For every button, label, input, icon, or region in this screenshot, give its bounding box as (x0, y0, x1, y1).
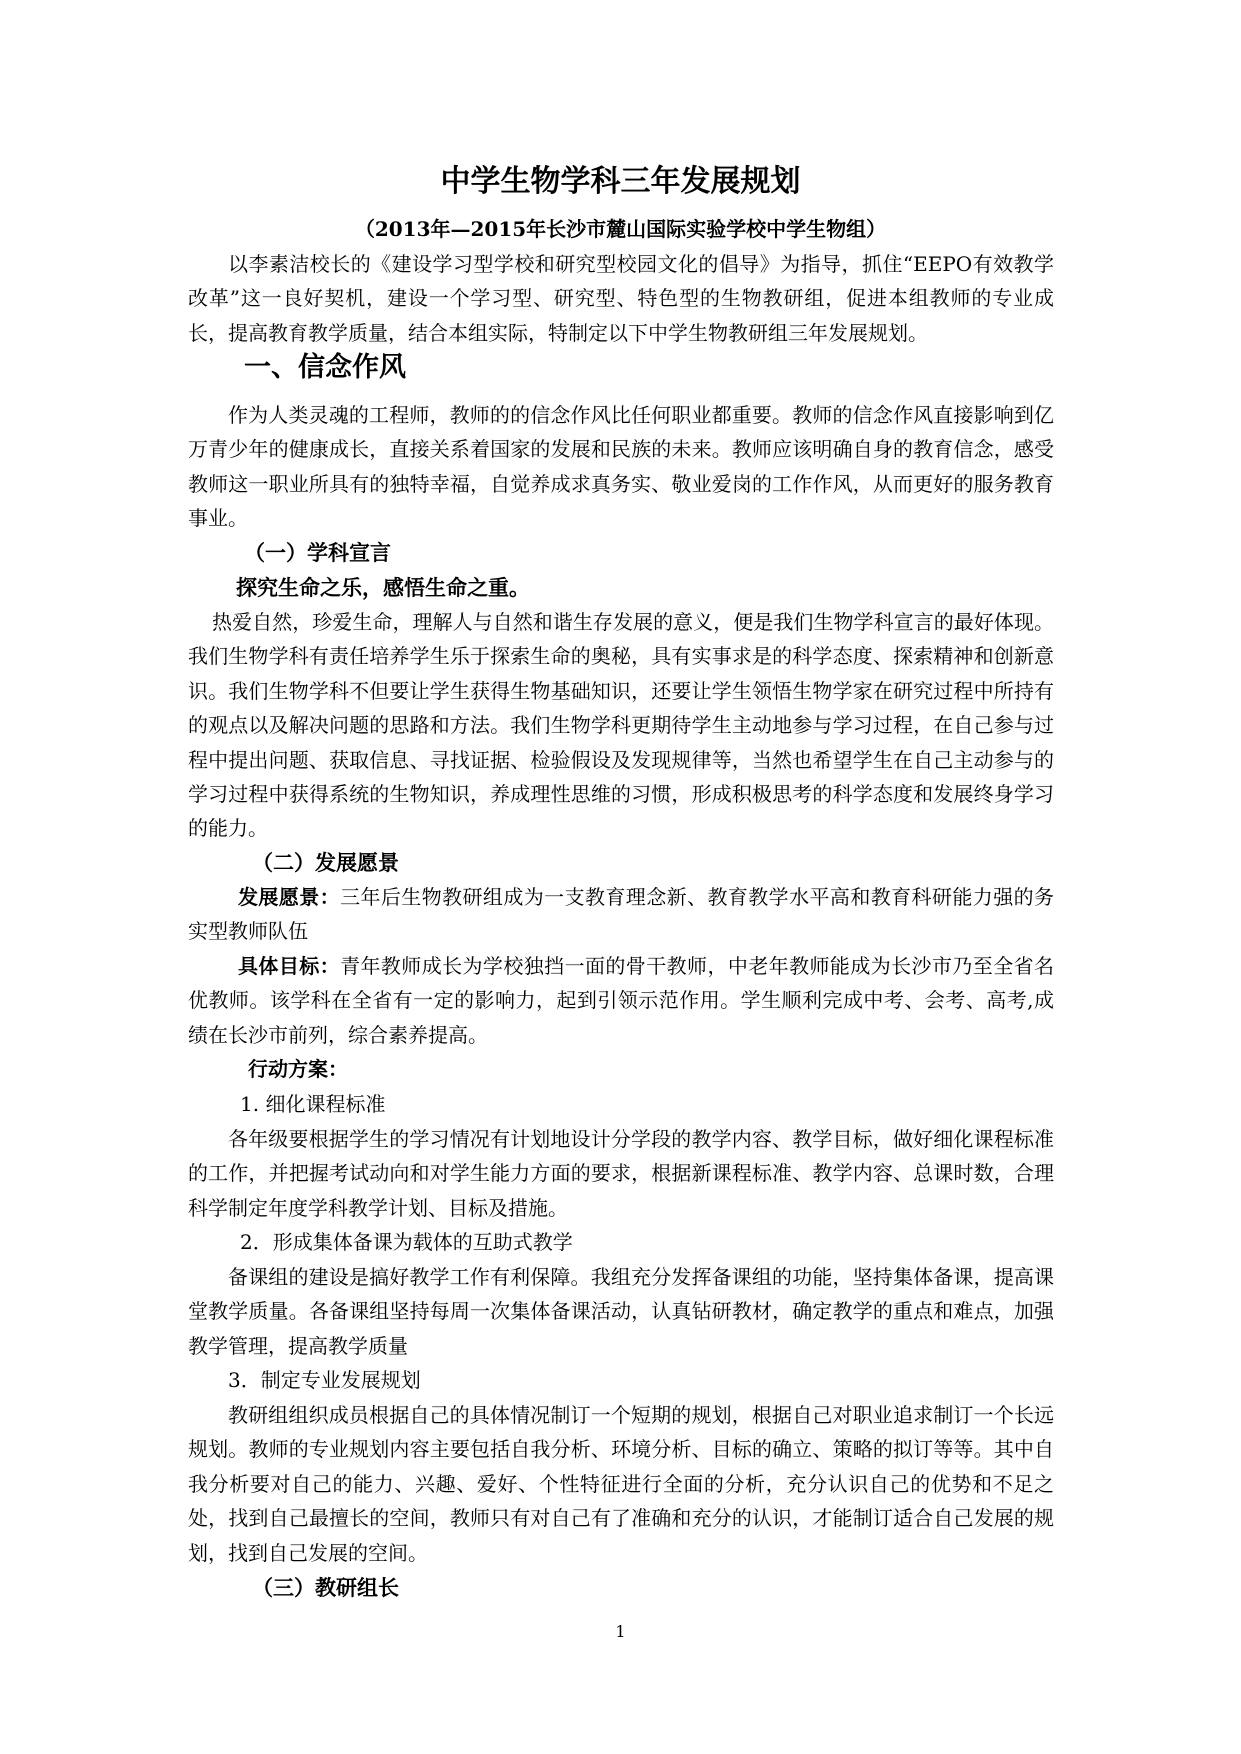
item2-title: 2．形成集体备课为载体的互助式教学 (240, 1230, 573, 1254)
item1-paragraph: 各年级要根据学生的学习情况有计划地设计分学段的教学内容、教学目标，做好细化课程标准的工作，并把握考试动向和对学生能力方面的要求，根据新课程标准、教学内容、总课时数，合理科学制定年度学科教学计划、目标及措施。 (188, 1127, 1054, 1220)
goal-paragraph (188, 949, 1054, 1052)
belief-paragraph: 作为人类灵魂的工程师，教师的的信念作风比任何职业都重要。教师的信念作风直接影响到亿万青少年的健康成长，直接关系着国家的发展和民族的未来。教师应该明确自身的教育信念，感受教师这一职业所具有的独特幸福，自觉养成求真务实、敬业爱岗的工作作风，从而更好的服务教育事业。 (188, 403, 1054, 531)
subheading-vision: （二）发展愿景 (252, 850, 399, 875)
section-heading-belief: 一、信念作风 (244, 352, 406, 383)
page-number: 1 (615, 1622, 626, 1641)
document-title: 中学生物学科三年发展规划 (440, 164, 801, 199)
document-subtitle: （2013年—2015年长沙市麓山国际实验学校中学生物组） (354, 217, 887, 241)
declaration-paragraph: 热爱自然，珍爱生命，理解人与自然和谐生存发展的意义，便是我们生物学科宣言的最好体现。我们生物学科有责任培养学生乐于探索生命的奥秘，具有实事求是的科学态度、探索精神和创新意识。我们生物学科不但要让学生获得生物基础知识，还要让学生领悟生物学家在研究过程中所持有的观点以及解决问题的思路和方法。我们生物学科更期待学生主动地参与学习过程，在自己参与过程中提出问题、获取信息、寻找证据、检验假设及发现规律等，当然也希望学生在自己主动参与的学习过程中获得系统的生物知识，养成理性思维的习惯，形成积极思考的科学态度和发展终身学习的能力。 (188, 610, 1054, 841)
item1-title: 1. 细化课程标准 (240, 1092, 386, 1116)
item2-paragraph: 备课组的建设是搞好教学工作有利保障。我组充分发挥备课组的功能，坚持集体备课，提高课堂教学质量。各备课组坚持每周一次集体备课活动，认真钻研教材，确定教学的重点和难点，加强教学管理，提高教学质量 (188, 1265, 1054, 1358)
vision-label: 发展愿景： (238, 885, 341, 909)
vision-text: 三年后生物教研组成为一支教育理念新、教育教学水平高和教育科研能力强的务实型教师队伍 (188, 885, 1055, 944)
subject-motto: 探究生命之乐，感悟生命之重。 (236, 575, 530, 600)
subheading-subject-declaration: （一）学科宣言 (244, 540, 391, 565)
subheading-group-leader: （三）教研组长 (252, 1575, 399, 1600)
intro-paragraph: 以李素洁校长的《建设学习型学校和研究型校园文化的倡导》为指导，抓住“EEPO有效教学改革”这一良好契机，建设一个学习型、研究型、特色型的生物教研组，促进本组教师的专业成长，提高教育教学质量，结合本组实际，特制定以下中学生物教研组三年发展规划。 (188, 252, 1054, 345)
goal-label: 具体目标： (238, 954, 341, 978)
goal-text: 青年教师成长为学校独挡一面的骨干教师，中老年教师能成为长沙市乃至全省名优教师。该学科在全省有一定的影响力，起到引领示范作用。学生顺利完成中考、会考、高考,成绩在长沙市前列，综合素养提高。 (188, 954, 1055, 1047)
item3-title: 3．制定专业发展规划 (228, 1368, 421, 1392)
vision-paragraph (188, 880, 1054, 949)
item3-paragraph: 教研组组织成员根据自己的具体情况制订一个短期的规划，根据自己对职业追求制订一个长远规划。教师的专业规划内容主要包括自我分析、环境分析、目标的确立、策略的拟订等等。其中自我分析要对自己的能力、兴趣、爱好、个性特征进行全面的分析，充分认识自己的优势和不足之处，找到自己最擅长的空间，教师只有对自己有了准确和充分的认识，才能制订适合自己发展的规划，找到自己发展的空间。 (188, 1403, 1054, 1565)
action-plan-label: 行动方案： (248, 1057, 348, 1081)
